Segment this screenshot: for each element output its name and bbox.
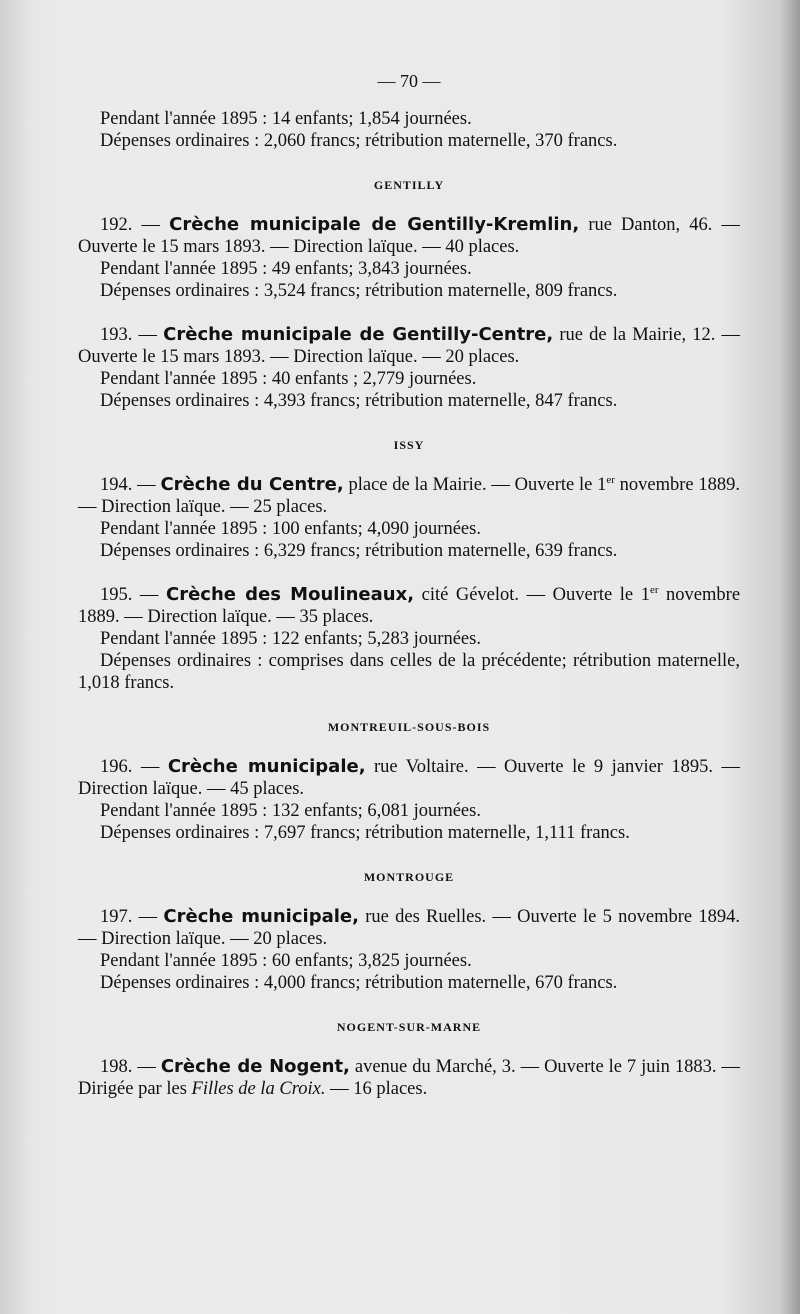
entry-attendance: Pendant l'année 1895 : 60 enfants; 3,825 journées. <box>100 951 472 971</box>
entry-expenses: Dépenses ordinaires : 6,329 francs; rétribution maternelle, 639 francs. <box>100 541 618 561</box>
entry-name: Crèche municipale, <box>163 906 359 927</box>
entry-desc: place de la Mairie. — Ouverte le 1 <box>348 475 607 495</box>
entry-desc: rue Danton, 46. — Ouverte le 15 mars 1893. — Direction laïque. — 40 places. <box>78 215 740 257</box>
entry-name: Crèche municipale de Gentilly-Kremlin, <box>169 214 580 235</box>
entry-desc-superscript: er <box>606 473 615 486</box>
entry-lead <box>78 756 740 800</box>
entry-number: 192. — <box>100 215 160 235</box>
page-text <box>78 70 740 1122</box>
entry-attendance: Pendant l'année 1895 : 49 enfants; 3,843 journées. <box>100 259 472 279</box>
section-title-gentilly: GENTILLY <box>373 178 445 192</box>
entry-desc-cont: novembre 1889. — Direction laïque. — 25 places. <box>78 475 741 517</box>
entry-desc: avenue du Marché, 3. — Ouverte le 7 juin 1883. — Dirigée par les <box>78 1057 740 1099</box>
entry-number: 197. — <box>100 907 158 927</box>
entry-expenses: Dépenses ordinaires : 7,697 francs; rétribution maternelle, 1,111 francs. <box>100 823 630 843</box>
intro-block <box>78 108 740 152</box>
entry-attendance: Pendant l'année 1895 : 40 enfants ; 2,779 journées. <box>100 369 477 389</box>
section-title-montrouge: MONTROUGE <box>363 870 455 884</box>
entry-desc: rue de la Mairie, 12. — Ouverte le 15 mars 1893. — Direction laïque. — 20 places. <box>78 325 741 367</box>
entry-name: Crèche du Centre, <box>160 474 344 495</box>
entry-lead <box>78 324 740 368</box>
entry-lead <box>78 1056 740 1100</box>
entry-194 <box>78 474 740 562</box>
entry-number: 195. — <box>100 585 159 605</box>
entry-number: 193. — <box>100 325 158 345</box>
entry-192 <box>78 214 740 302</box>
section-title-montreuil: MONTREUIL-SOUS-BOIS <box>327 720 491 734</box>
entry-desc-superscript: er <box>649 583 659 596</box>
entry-number: 198. — <box>100 1057 156 1077</box>
entry-195 <box>78 584 740 694</box>
entry-198 <box>78 1056 740 1100</box>
entry-desc-cont: — 16 places. <box>325 1079 428 1099</box>
entry-desc: rue des Ruelles. — Ouverte le 5 novembre 1894. — Direction laïque. — 20 places. <box>78 907 741 949</box>
entry-desc-cont: novembre 1889. — Direction laïque. — 35 places. <box>78 585 741 627</box>
entry-desc: cité Gévelot. — Ouverte le 1 <box>421 585 650 605</box>
intro-line-2: Dépenses ordinaires : 2,060 francs; rétribution maternelle, 370 francs. <box>100 131 618 151</box>
entry-desc: rue Voltaire. — Ouverte le 9 janvier 1895. — Direction laïque. — 45 places. <box>78 757 741 799</box>
entry-expenses: Dépenses ordinaires : 4,000 francs; rétribution maternelle, 670 francs. <box>100 973 618 993</box>
entry-desc-italic: Filles de la Croix. <box>191 1079 326 1099</box>
page-number: — 70 — <box>377 71 441 91</box>
entry-number: 194. — <box>100 475 156 495</box>
entry-197 <box>78 906 740 994</box>
entry-193 <box>78 324 740 412</box>
entry-expenses: Dépenses ordinaires : 3,524 francs; rétribution maternelle, 809 francs. <box>100 281 618 301</box>
entry-lead <box>78 584 740 628</box>
entry-attendance: Pendant l'année 1895 : 132 enfants; 6,081 journées. <box>100 801 481 821</box>
section-title-nogent: NOGENT-SUR-MARNE <box>336 1020 482 1034</box>
entry-attendance: Pendant l'année 1895 : 100 enfants; 4,090 journées. <box>100 519 481 539</box>
section-title-issy: ISSY <box>393 438 425 452</box>
entry-expenses: Dépenses ordinaires : 4,393 francs; rétribution maternelle, 847 francs. <box>100 391 618 411</box>
entry-attendance: Pendant l'année 1895 : 122 enfants; 5,283 journées. <box>100 629 481 649</box>
entry-name: Crèche municipale de Gentilly-Centre, <box>163 324 554 345</box>
entry-lead <box>78 906 740 950</box>
entry-expenses: Dépenses ordinaires : comprises dans celles de la précédente; rétribution maternelle, 1,018 francs. <box>78 651 740 693</box>
entry-name: Crèche municipale, <box>167 756 366 777</box>
entry-196 <box>78 756 740 844</box>
entry-lead <box>78 474 740 518</box>
entry-name: Crèche des Moulineaux, <box>166 584 415 605</box>
entry-lead <box>78 214 740 258</box>
entry-number: 196. — <box>100 757 160 777</box>
intro-line-1: Pendant l'année 1895 : 14 enfants; 1,854 journées. <box>100 109 472 129</box>
entry-name: Crèche de Nogent, <box>160 1056 350 1077</box>
